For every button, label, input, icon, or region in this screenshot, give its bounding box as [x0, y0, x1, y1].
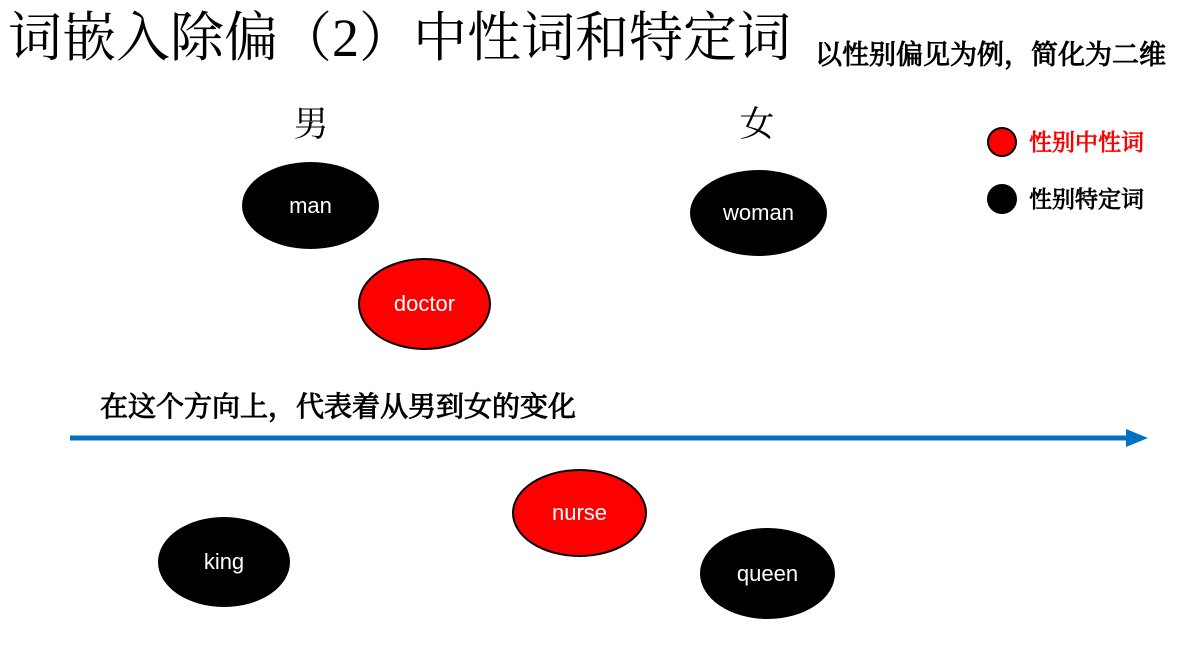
word-ellipse-nurse [512, 469, 647, 557]
word-label-king: king [203, 549, 245, 574]
female-column-label: 女 [739, 105, 775, 144]
male-column-label: 男 [293, 105, 329, 144]
word-label-doctor: doctor [393, 291, 456, 316]
legend-item-neutral [987, 127, 1144, 157]
word-ellipse-doctor [358, 258, 491, 350]
word-ellipse-woman [690, 170, 827, 256]
arrow-caption: 在这个方向上，代表着从男到女的变化 [100, 391, 577, 422]
red-dot-icon [987, 127, 1017, 157]
legend-label-neutral: 性别中性词 [1029, 129, 1144, 155]
word-label-queen: queen [736, 560, 799, 586]
word-label-man: man [289, 192, 332, 218]
word-label-woman: woman [723, 200, 794, 225]
right-arrow-icon [70, 428, 1148, 448]
page-title: 词嵌入除偏（2）中性词和特定词 [8, 8, 791, 68]
word-label-nurse: nurse [551, 500, 608, 525]
word-ellipse-queen [700, 528, 835, 619]
black-dot-icon [987, 184, 1017, 214]
word-ellipse-man [242, 162, 379, 249]
legend-item-specific [987, 184, 1144, 214]
page-subtitle: 以性别偏见为例，简化为二维 [815, 40, 1166, 70]
word-ellipse-king [158, 517, 290, 607]
legend-label-specific: 性别特定词 [1029, 186, 1144, 212]
